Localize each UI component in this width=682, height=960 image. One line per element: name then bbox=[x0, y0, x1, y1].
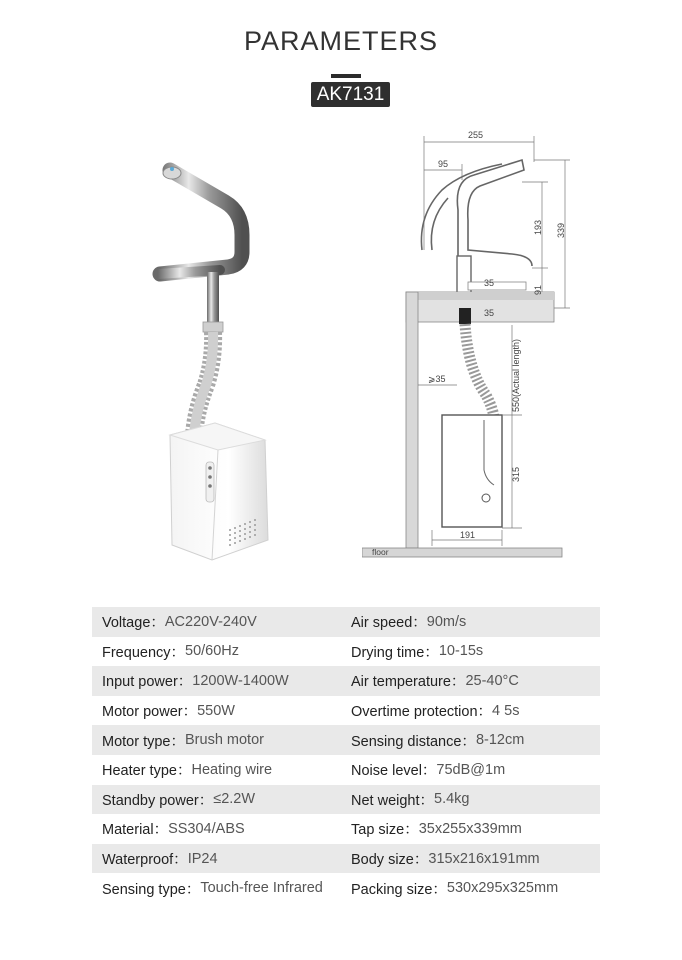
spec-value: 4 5s bbox=[492, 702, 520, 719]
spec-value: 25-40°C bbox=[465, 672, 519, 689]
spec-key: Motor power： bbox=[102, 704, 198, 721]
spec-key: Tap size： bbox=[351, 822, 419, 839]
spec-key: Drying time： bbox=[351, 644, 439, 661]
floor-label: floor bbox=[372, 547, 389, 557]
spec-row bbox=[92, 873, 600, 903]
spec-key: Sensing type： bbox=[102, 881, 201, 898]
spec-value: 8-12cm bbox=[475, 732, 525, 749]
spec-row bbox=[92, 696, 600, 726]
spec-key: Standby power： bbox=[102, 792, 214, 809]
spec-cell-right bbox=[351, 759, 600, 780]
model-accent-bar bbox=[331, 74, 361, 78]
wall-shape bbox=[406, 292, 418, 548]
spec-cell-left bbox=[92, 759, 351, 780]
spec-value: 75dB@1m bbox=[436, 761, 506, 778]
stem-nut-shape bbox=[203, 322, 223, 332]
spec-cell-left bbox=[92, 818, 351, 839]
model-badge: AK7131 bbox=[311, 82, 390, 107]
spec-cell-left bbox=[92, 848, 351, 869]
spec-value: 10-15s bbox=[438, 643, 484, 660]
spec-cell-right bbox=[351, 848, 600, 869]
spec-row bbox=[92, 844, 600, 874]
spec-key: Body size： bbox=[351, 852, 429, 869]
dim-spout-height-label: 193 bbox=[533, 219, 543, 235]
spec-cell-left bbox=[92, 730, 351, 751]
spec-value: Touch-free Infrared bbox=[200, 880, 323, 897]
spec-cell-left bbox=[92, 670, 351, 691]
dim-hole-bottom-label: 35 bbox=[484, 308, 495, 318]
spec-key: Net weight： bbox=[351, 792, 435, 809]
spec-row bbox=[92, 637, 600, 667]
product-illustration bbox=[100, 140, 340, 580]
spec-value: SS304/ABS bbox=[168, 820, 245, 837]
spec-value: AC220V-240V bbox=[164, 613, 257, 630]
spec-cell-left bbox=[92, 611, 351, 632]
spec-key: Air temperature： bbox=[351, 674, 466, 691]
body-outline-shape bbox=[442, 415, 502, 527]
spec-cell-left bbox=[92, 789, 351, 810]
spec-key: Input power： bbox=[102, 674, 193, 691]
spec-row bbox=[92, 755, 600, 785]
spec-value: ≤2.2W bbox=[213, 791, 256, 808]
dim-base-height-label: 91 bbox=[533, 284, 543, 295]
spec-key: Waterproof： bbox=[102, 852, 188, 869]
spec-cell-right bbox=[351, 878, 600, 899]
dim-hose-length-label: 550(Actual length) bbox=[511, 338, 521, 412]
spec-value: Heating wire bbox=[191, 761, 273, 778]
spec-value: 90m/s bbox=[426, 613, 467, 630]
spec-row bbox=[92, 725, 600, 755]
dim-width-label: 255 bbox=[468, 130, 484, 140]
spec-key: Heater type： bbox=[102, 763, 192, 780]
spec-key: Frequency： bbox=[102, 644, 186, 661]
spec-key: Voltage： bbox=[102, 615, 165, 632]
spec-cell-left bbox=[92, 700, 351, 721]
hose-core-shape bbox=[194, 332, 213, 435]
spec-value: 35x255x339mm bbox=[418, 820, 522, 837]
spec-cell-right bbox=[351, 641, 600, 662]
dim-total-height-label: 339 bbox=[556, 222, 566, 238]
spout-arm-shape bbox=[160, 170, 242, 274]
hose-outline-shape bbox=[465, 324, 494, 420]
dim-reach-label: 95 bbox=[438, 159, 449, 169]
spec-value: 1200W-1400W bbox=[192, 672, 289, 689]
dim-body-depth-label: 191 bbox=[460, 530, 476, 540]
specs-table bbox=[92, 607, 600, 903]
spec-cell-left bbox=[92, 878, 351, 899]
spec-value: Brush motor bbox=[185, 732, 264, 749]
spec-row bbox=[92, 814, 600, 844]
spec-row bbox=[92, 666, 600, 696]
spec-cell-right bbox=[351, 700, 600, 721]
spec-cell-right bbox=[351, 789, 600, 810]
sensor-icon bbox=[170, 167, 174, 171]
dim-hole-top-label: 35 bbox=[484, 278, 495, 288]
spec-key: Overtime protection： bbox=[351, 704, 493, 721]
spec-value: 5.4kg bbox=[434, 791, 470, 808]
spec-key: Packing size： bbox=[351, 881, 447, 898]
spec-value: 50/60Hz bbox=[185, 643, 240, 660]
spec-key: Noise level： bbox=[351, 763, 437, 780]
spec-cell-left bbox=[92, 641, 351, 662]
spec-cell-right bbox=[351, 818, 600, 839]
spec-row bbox=[92, 785, 600, 815]
spec-key: Air speed： bbox=[351, 615, 427, 632]
spec-cell-right bbox=[351, 670, 600, 691]
stem-shape bbox=[207, 272, 219, 322]
spec-cell-right bbox=[351, 611, 600, 632]
floor-shape bbox=[362, 548, 562, 557]
spec-row bbox=[92, 607, 600, 637]
spec-value: IP24 bbox=[187, 850, 218, 867]
page-title: PARAMETERS bbox=[243, 26, 439, 56]
dimension-diagram bbox=[362, 120, 572, 565]
spec-value: 315x216x191mm bbox=[428, 850, 540, 867]
spec-key: Motor type： bbox=[102, 733, 185, 750]
dim-body-height-label: 315 bbox=[511, 466, 521, 482]
dim-clearance-label: ⩾35 bbox=[428, 374, 446, 384]
spec-key: Sensing distance： bbox=[351, 733, 476, 750]
spec-value: 530x295x325mm bbox=[446, 880, 559, 897]
spec-key: Material： bbox=[102, 822, 169, 839]
spec-value: 550W bbox=[197, 702, 235, 719]
spec-cell-right bbox=[351, 730, 600, 751]
